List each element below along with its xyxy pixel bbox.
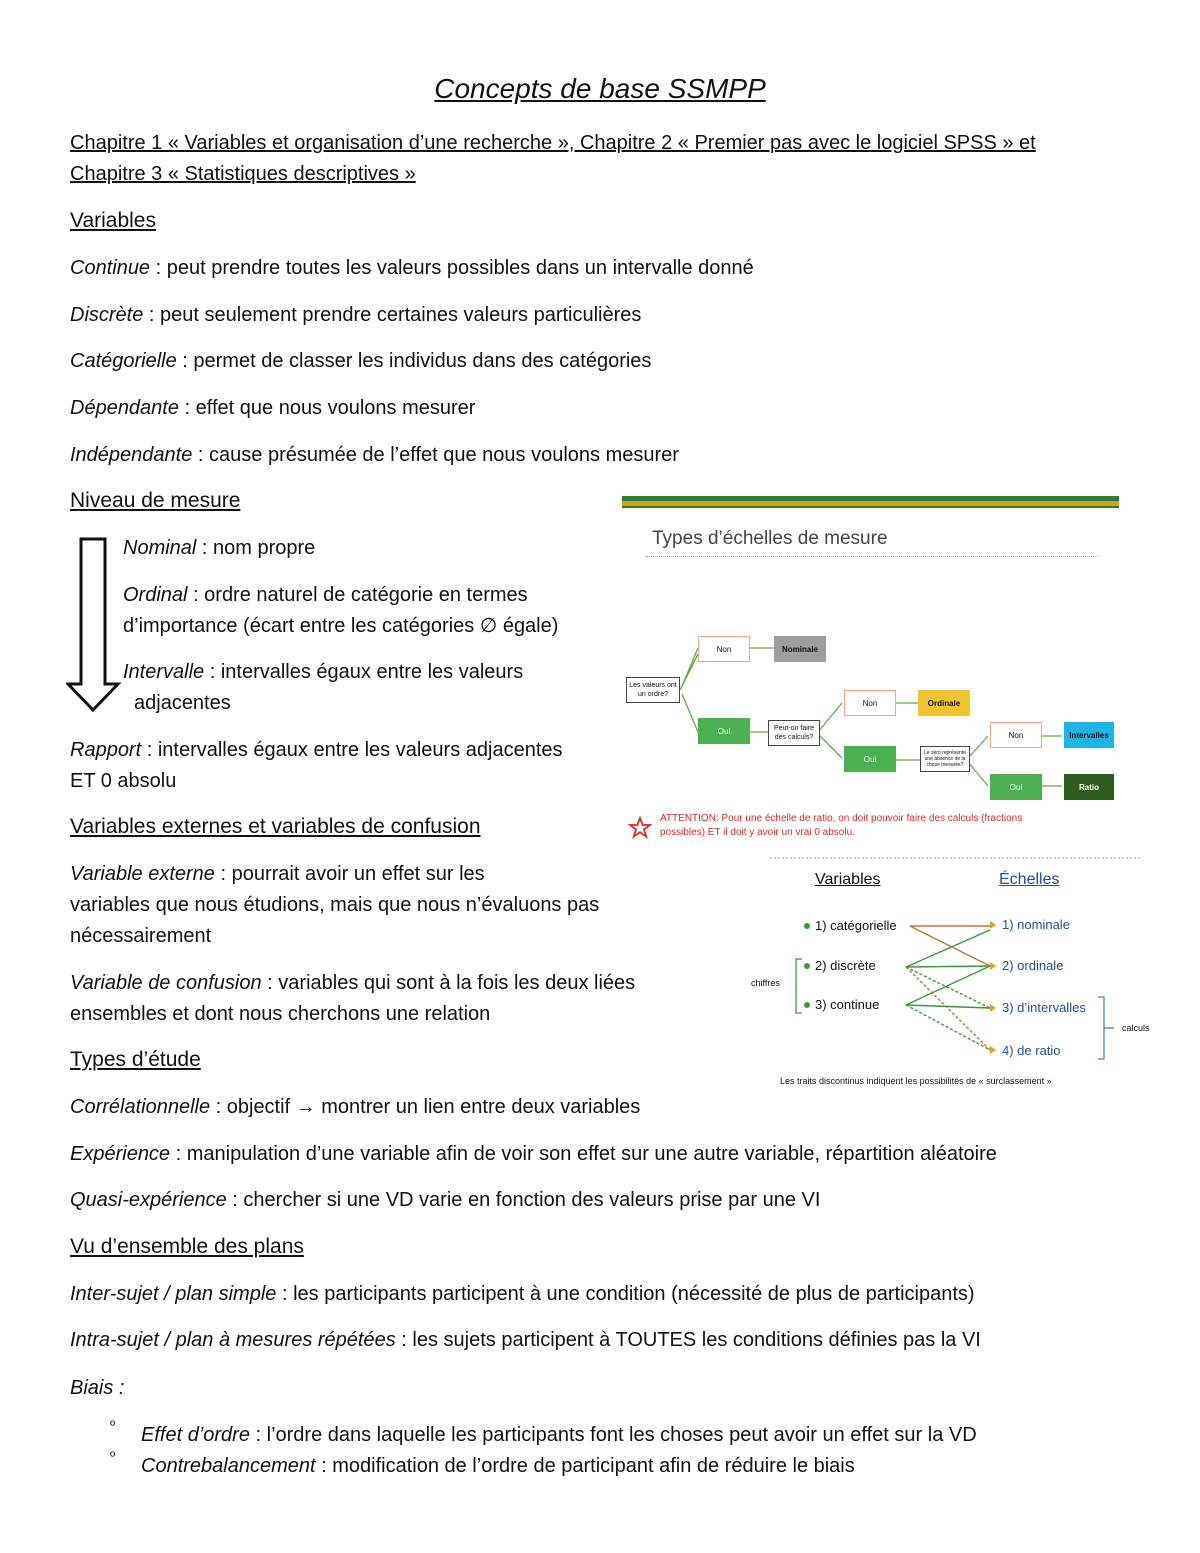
confusion-line-2: ensembles et dont nous cherchons une relation [70,1003,491,1025]
term-text: : intervalles égaux entre les valeurs [204,661,524,683]
question-calculs-node: Peut-on faire des calculs? [768,720,820,746]
term-label: Catégorielle [70,350,177,372]
intervalle-line [123,657,523,687]
variables-header: Variables [815,871,881,888]
left-item-2: 2) discrète [815,958,876,973]
page-title: Concepts de base SSMPP [434,73,766,104]
term-text: : les sujets participent à TOUTES les conditions définies pas la VI [395,1329,981,1351]
question-order-node: Les valeurs ont un ordre? [626,677,680,703]
term-label: Quasi-expérience [70,1189,227,1211]
term-label: Dépendante [70,397,179,419]
term-label: Intra-sujet / plan à mesures répétées [70,1329,396,1351]
question-zero-node: Le zéro représente une absence de la chose mesurée? [920,746,970,772]
term-label: Variable externe [70,863,215,885]
attention-line-2: possibles) ET il doit y avoir un vrai 0 absolu. [660,827,855,838]
term-label: Discrète [70,304,144,326]
ordinal-line [123,580,528,610]
plan-inter-sujet [70,1279,975,1309]
calculs-label: calculs [1122,1023,1150,1033]
term-text: : chercher si une VD varie en fonction des valeurs prise par une VI [226,1189,821,1211]
term-label: Intervalle [123,661,205,683]
chapters-line-1: Chapitre 1 « Variables et organisation d’une recherche », Chapitre 2 « Premier pas avec le logiciel SPSS » et [70,132,1036,154]
term-text: : modification de l’ordre de participant afin de réduire le biais [315,1455,855,1477]
oui-node-1: Oui [698,718,750,744]
plans-heading: Vu d’ensemble des plans [70,1235,304,1258]
mesure-heading: Niveau de mesure [70,489,241,512]
biais-contrebalancement [141,1451,855,1481]
term-text: : l’ordre dans laquelle les participants font les choses peut avoir un effet sur la VD [249,1424,977,1446]
variable-dependante [70,393,475,423]
right-item-3: 3) d’intervalles [1002,1000,1086,1015]
slide-title: Types d’échelles de mesure [652,528,888,549]
mapping-lines [740,855,1160,1095]
variable-discrete [70,300,641,330]
externe-line-1 [70,859,485,889]
bullet-icon: º [110,1417,116,1433]
confusion-line-1 [70,968,635,998]
scales-slide [622,496,1119,843]
term-text: : intervalles égaux entre les valeurs adjacentes [141,739,563,761]
right-item-1: 1) nominale [1002,917,1070,932]
term-text: : variables qui sont à la fois les deux liées [261,972,636,994]
right-item-4: 4) de ratio [1002,1043,1061,1058]
variables-echelles-map [740,855,1160,1095]
rapport-line [70,735,563,765]
bullet-icon: º [110,1448,116,1464]
term-label: Corrélationnelle [70,1096,211,1118]
variables-heading: Variables [70,209,156,232]
non-node-2: Non [844,690,896,716]
term-label: Expérience [70,1143,171,1165]
term-label: Effet d’ordre [141,1424,250,1446]
attention-line-1: ATTENTION: Pour une échelle de ratio, on doit pouvoir faire des calculs (fractions [660,813,1023,824]
down-arrow-icon [66,536,122,714]
biais-effet-ordre [141,1420,977,1450]
term-label: Nominal [123,537,197,559]
confusion-heading: Variables externes et variables de confusion [70,815,481,838]
term-label: Rapport [70,739,142,761]
attention-note [660,812,1022,840]
variable-categorielle [70,346,651,376]
ordinale-node: Ordinale [918,690,970,716]
oui-node-2: Oui [844,746,896,772]
term-text: : cause présumée de l’effet que nous voulons mesurer [192,444,679,466]
term-label: Inter-sujet / plan simple [70,1283,277,1305]
term-label: Ordinal [123,584,188,606]
term-label: Indépendante [70,444,193,466]
decision-tree-lines [622,496,1119,843]
ratio-node: Ratio [1064,774,1114,800]
term-label: Contrebalancement [141,1455,316,1477]
rapport-line-2: ET 0 absolu [70,770,177,792]
intervalle-line-2: adjacentes [134,692,231,714]
term-text: : ordre naturel de catégorie en termes [187,584,528,606]
variable-continue [70,253,754,283]
ordinal-line-2: d’importance (écart entre les catégories ∅ égale) [123,615,559,637]
intervalles-node: Intervalles [1064,722,1114,748]
left-item-3: 3) continue [815,997,880,1012]
plan-intra-sujet [70,1325,981,1355]
non-node-3: Non [990,722,1042,748]
term-text: : manipulation d’une variable afin de voir son effet sur une autre variable, répartition aléatoire [170,1143,997,1165]
chapters-line-2: Chapitre 3 « Statistiques descriptives » [70,163,416,185]
term-label: Continue [70,257,151,279]
etude-quasi-experience [70,1185,820,1215]
nominale-node: Nominale [774,636,826,662]
etude-experience [70,1139,997,1169]
term-label: Variable de confusion [70,972,262,994]
term-text: : permet de classer les individus dans des catégories [176,350,652,372]
etude-heading: Types d’étude [70,1048,201,1071]
chiffres-label: chiffres [751,978,780,988]
etude-correlationnelle [70,1092,640,1122]
term-text: : nom propre [196,537,316,559]
star-icon [628,816,652,840]
variable-independante [70,440,679,470]
term-text: : peut prendre toutes les valeurs possibles dans un intervalle donné [150,257,754,279]
oui-node-3: Oui [990,774,1042,800]
externe-line-2: variables que nous étudions, mais que nous n’évaluons pas [70,894,600,916]
nominal-line [123,533,315,563]
term-text: : objectif → montrer un lien entre deux variables [210,1096,641,1118]
term-text: : peut seulement prendre certaines valeurs particulières [143,304,642,326]
externe-line-3: nécessairement [70,925,212,947]
term-text: : les participants participent à une condition (nécessité de plus de participants) [276,1283,975,1305]
non-node-1: Non [698,636,750,662]
right-item-2: 2) ordinale [1002,958,1064,973]
biais-label: Biais : [70,1377,125,1399]
echelles-header: Échelles [999,871,1060,888]
left-item-1: 1) catégorielle [815,918,897,933]
map-note: Les traits discontinus indiquent les possibilités de « surclassement » [780,1076,1052,1086]
term-text: : pourrait avoir un effet sur les [214,863,485,885]
term-text: : effet que nous voulons mesurer [178,397,476,419]
